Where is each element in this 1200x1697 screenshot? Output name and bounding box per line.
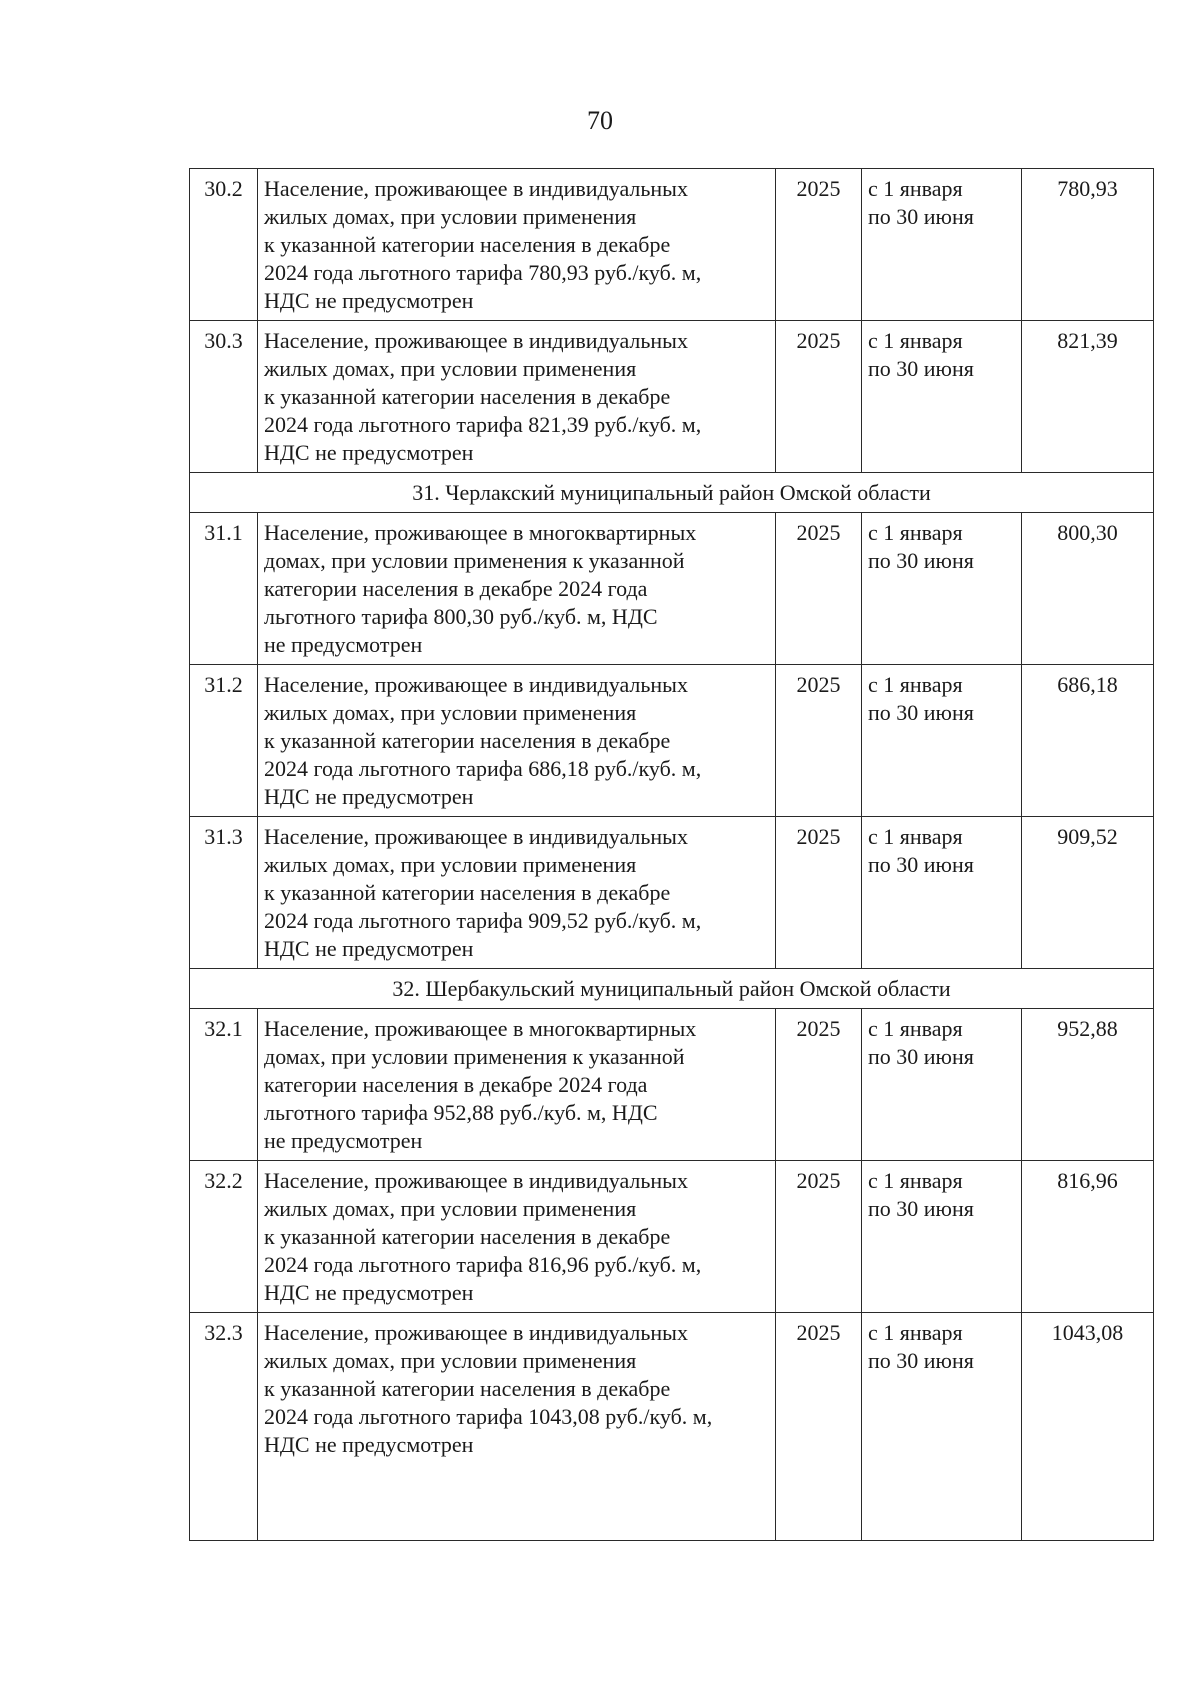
item-number: 32.2 <box>190 1161 258 1313</box>
tariff-value: 780,93 <box>1022 169 1154 321</box>
description-line: НДС не предусмотрен <box>264 1432 474 1457</box>
tariff-value: 1043,08 <box>1022 1313 1154 1541</box>
description-line: домах, при условии применения к указанной <box>264 1044 685 1069</box>
period-line: с 1 января <box>868 1320 963 1345</box>
description-line: к указанной категории населения в декабре <box>264 1224 671 1249</box>
description-line: льготного тарифа 800,30 руб./куб. м, НДС <box>264 604 658 629</box>
period-line: с 1 января <box>868 176 963 201</box>
consumer-description <box>258 1313 776 1541</box>
description-line: жилых домах, при условии применения <box>264 1196 637 1221</box>
period-line: с 1 января <box>868 1168 963 1193</box>
consumer-description <box>258 1161 776 1313</box>
table-row <box>190 513 1154 665</box>
period-cell <box>862 1313 1022 1541</box>
period-line: с 1 января <box>868 672 963 697</box>
description-line: НДС не предусмотрен <box>264 1280 474 1305</box>
page-number: 70 <box>587 106 613 135</box>
description-line: Население, проживающее в многоквартирных <box>264 1016 697 1041</box>
description-line: Население, проживающее в индивидуальных <box>264 328 688 353</box>
tariff-table-body <box>190 169 1154 1541</box>
section-row <box>190 969 1154 1009</box>
description-line: категории населения в декабре 2024 года <box>264 1072 648 1097</box>
year-cell: 2025 <box>776 321 862 473</box>
section-row <box>190 473 1154 513</box>
tariff-table <box>189 168 1154 1541</box>
period-line: с 1 января <box>868 520 963 545</box>
period-cell <box>862 169 1022 321</box>
consumer-description <box>258 817 776 969</box>
period-line: с 1 января <box>868 824 963 849</box>
year-cell: 2025 <box>776 1313 862 1541</box>
year-cell: 2025 <box>776 513 862 665</box>
description-line: жилых домах, при условии применения <box>264 852 637 877</box>
description-line: домах, при условии применения к указанной <box>264 548 685 573</box>
table-row <box>190 1161 1154 1313</box>
description-line: к указанной категории населения в декабре <box>264 1376 671 1401</box>
table-row <box>190 169 1154 321</box>
consumer-description <box>258 513 776 665</box>
year-cell: 2025 <box>776 1161 862 1313</box>
year-cell: 2025 <box>776 1009 862 1161</box>
period-cell <box>862 665 1022 817</box>
description-line: 2024 года льготного тарифа 816,96 руб./куб. м, <box>264 1252 702 1277</box>
description-line: Население, проживающее в многоквартирных <box>264 520 697 545</box>
period-line: по 30 июня <box>868 852 974 877</box>
description-line: 2024 года льготного тарифа 909,52 руб./куб. м, <box>264 908 702 933</box>
year-cell: 2025 <box>776 665 862 817</box>
consumer-description <box>258 665 776 817</box>
item-number: 32.3 <box>190 1313 258 1541</box>
description-line: Население, проживающее в индивидуальных <box>264 176 688 201</box>
description-line: Население, проживающее в индивидуальных <box>264 1168 688 1193</box>
description-line: не предусмотрен <box>264 1128 423 1153</box>
tariff-value: 686,18 <box>1022 665 1154 817</box>
table-row <box>190 817 1154 969</box>
description-line: 2024 года льготного тарифа 780,93 руб./куб. м, <box>264 260 702 285</box>
description-line: жилых домах, при условии применения <box>264 204 637 229</box>
tariff-value: 821,39 <box>1022 321 1154 473</box>
description-line: к указанной категории населения в декабре <box>264 384 671 409</box>
consumer-description <box>258 321 776 473</box>
description-line: жилых домах, при условии применения <box>264 1348 637 1373</box>
description-line: НДС не предусмотрен <box>264 440 474 465</box>
period-line: по 30 июня <box>868 204 974 229</box>
period-cell <box>862 1009 1022 1161</box>
period-line: с 1 января <box>868 328 963 353</box>
description-line: жилых домах, при условии применения <box>264 700 637 725</box>
description-line: категории населения в декабре 2024 года <box>264 576 648 601</box>
description-line: к указанной категории населения в декабре <box>264 728 671 753</box>
period-line: по 30 июня <box>868 1196 974 1221</box>
description-line: Население, проживающее в индивидуальных <box>264 824 688 849</box>
item-number: 30.3 <box>190 321 258 473</box>
description-line: льготного тарифа 952,88 руб./куб. м, НДС <box>264 1100 658 1125</box>
tariff-value: 909,52 <box>1022 817 1154 969</box>
period-cell <box>862 513 1022 665</box>
tariff-value: 800,30 <box>1022 513 1154 665</box>
description-line: НДС не предусмотрен <box>264 936 474 961</box>
period-line: по 30 июня <box>868 1348 974 1373</box>
period-cell <box>862 1161 1022 1313</box>
table-row <box>190 665 1154 817</box>
description-line: к указанной категории населения в декабре <box>264 880 671 905</box>
description-line: НДС не предусмотрен <box>264 784 474 809</box>
description-line: НДС не предусмотрен <box>264 288 474 313</box>
item-number: 31.1 <box>190 513 258 665</box>
table-row <box>190 1009 1154 1161</box>
period-line: по 30 июня <box>868 356 974 381</box>
description-line: 2024 года льготного тарифа 686,18 руб./куб. м, <box>264 756 702 781</box>
description-line: Население, проживающее в индивидуальных <box>264 1320 688 1345</box>
description-line: 2024 года льготного тарифа 821,39 руб./куб. м, <box>264 412 702 437</box>
period-line: по 30 июня <box>868 700 974 725</box>
period-cell <box>862 321 1022 473</box>
tariff-value: 952,88 <box>1022 1009 1154 1161</box>
description-line: Население, проживающее в индивидуальных <box>264 672 688 697</box>
year-cell: 2025 <box>776 817 862 969</box>
item-number: 31.3 <box>190 817 258 969</box>
period-line: с 1 января <box>868 1016 963 1041</box>
item-number: 30.2 <box>190 169 258 321</box>
table-row <box>190 321 1154 473</box>
description-line: не предусмотрен <box>264 632 423 657</box>
period-cell <box>862 817 1022 969</box>
item-number: 31.2 <box>190 665 258 817</box>
description-line: жилых домах, при условии применения <box>264 356 637 381</box>
table-row <box>190 1313 1154 1541</box>
consumer-description <box>258 1009 776 1161</box>
period-line: по 30 июня <box>868 1044 974 1069</box>
period-line: по 30 июня <box>868 548 974 573</box>
description-line: к указанной категории населения в декабре <box>264 232 671 257</box>
section-title: 32. Шербакульский муниципальный район Омской области <box>190 969 1154 1009</box>
year-cell: 2025 <box>776 169 862 321</box>
item-number: 32.1 <box>190 1009 258 1161</box>
tariff-value: 816,96 <box>1022 1161 1154 1313</box>
section-title: 31. Черлакский муниципальный район Омской области <box>190 473 1154 513</box>
description-line: 2024 года льготного тарифа 1043,08 руб./куб. м, <box>264 1404 713 1429</box>
consumer-description <box>258 169 776 321</box>
